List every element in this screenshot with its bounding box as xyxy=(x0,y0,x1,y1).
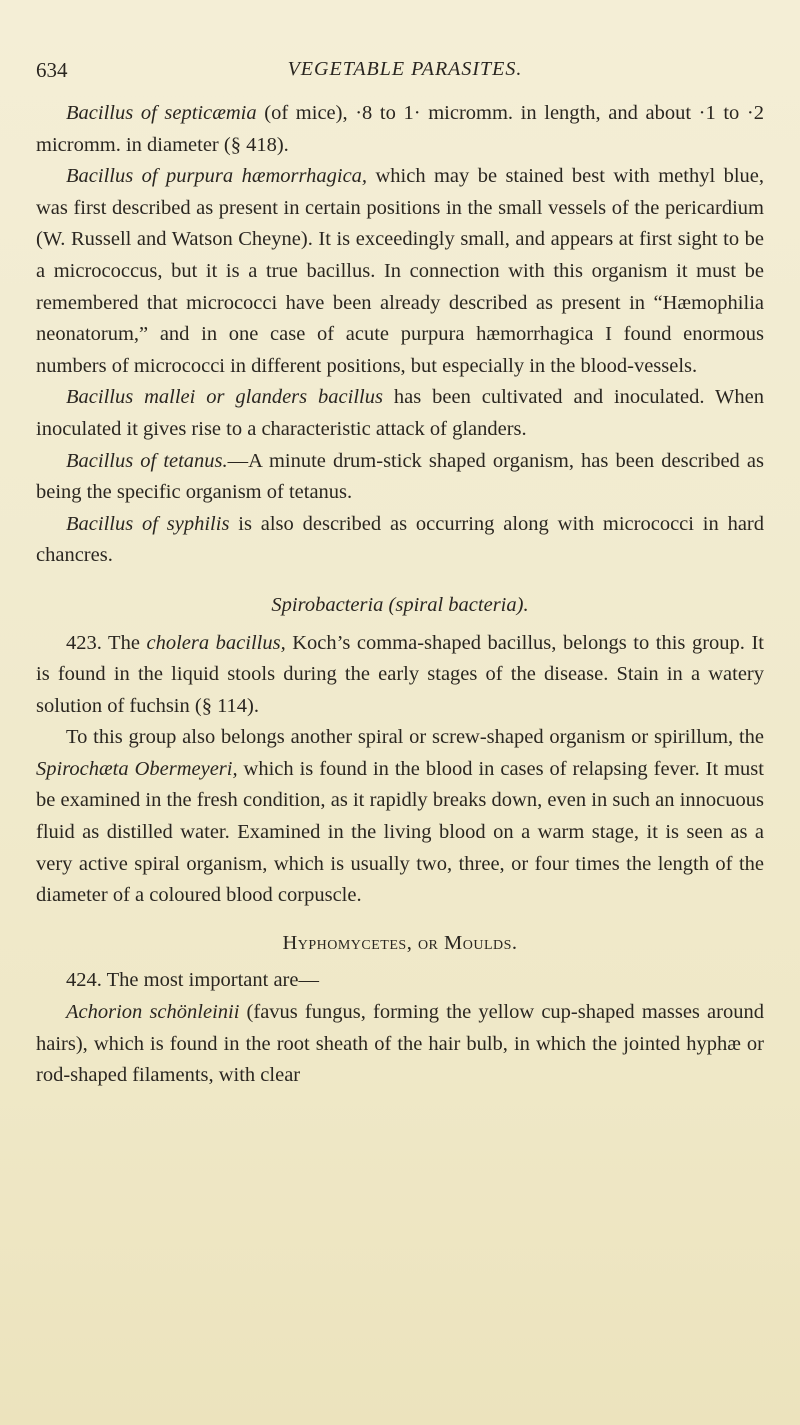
paragraph-lead: Bacillus of tetanus. xyxy=(66,449,228,472)
paragraph-lead: Bacillus of syphilis xyxy=(66,512,230,535)
paragraph-text: —A minute drum-stick shaped organism, has been described as being the specific organism of tetanus. xyxy=(36,449,764,504)
paragraph-number: 423. The xyxy=(66,631,147,654)
paragraph-text: To this group also belongs another spiral or screw-shaped organism or spirillum, the xyxy=(66,726,764,749)
paragraph-lead: Bacillus of septicæmia xyxy=(66,102,257,124)
book-page xyxy=(36,58,764,1092)
paragraph-text: (of mice), ·8 to 1· micromm. in length, and about ·1 to ·2 micromm. in diameter (§ 418). xyxy=(36,102,764,156)
paragraph-lead: Bacillus of purpura hæmorrhagica, xyxy=(66,165,368,188)
paragraph-septicaemia xyxy=(36,98,764,161)
body-text xyxy=(36,98,764,1092)
paragraph-mallei xyxy=(36,382,764,445)
paragraph-text: which is found in the blood in cases of relapsing fever. It must be examined in the fresh condition, as it rapidly breaks down, even in such an innocuous fluid as distilled water. Examined in the living blood on a warm stage, it is seen as a very active spiral organism, which is usually two, three, or four times the length of the diameter of a coloured blood corpuscle. xyxy=(36,757,764,907)
section-heading-hyphomycetes: Hyphomycetes, or Moulds. xyxy=(282,931,518,954)
paragraph-text: is also described as occurring along with micrococci in hard chancres. xyxy=(36,512,764,567)
paragraph-lead: Achorion schönleinii xyxy=(66,1001,240,1024)
paragraph-tetanus xyxy=(36,446,764,509)
page-header xyxy=(36,58,764,98)
paragraph-achorion xyxy=(36,997,764,1092)
paragraph-text: which may be stained best with methyl blue, was first described as present in certain positions in the small vessels of the pericardium (W. Russell and Watson Cheyne). It is exceedingly small, and appears at first sight to be a micrococcus, but it is a true bacillus. In connection with this organism it must be remembered that micrococci have been already described as present in “Hæmophilia neonatorum,” and in one case of acute purpura hæmorrhagica I found enormous numbers of micrococci in different positions, but especially in the blood-vessels. xyxy=(36,165,764,377)
paragraph-lead: cholera bacillus, xyxy=(146,631,286,654)
paragraph-text: (favus fungus, forming the yellow cup-shaped masses around hairs), which is found in the root sheath of the hair bulb, in which the jointed hyphæ or rod-shaped filaments, with clear xyxy=(36,1001,764,1087)
paragraph-purpura xyxy=(36,161,764,382)
paragraph-most-important: 424. The most important are— xyxy=(66,969,319,992)
paragraph-spirochaeta xyxy=(36,722,764,912)
page-number: 634 xyxy=(36,58,68,82)
paragraph-cholera xyxy=(36,628,764,723)
paragraph-lead: Bacillus mallei or glanders bacillus xyxy=(66,386,383,409)
paragraph-syphilis xyxy=(36,509,764,572)
paragraph-lead: Spirochæta Obermeyeri, xyxy=(36,757,238,780)
section-heading-spirobacteria: Spirobacteria (spiral bacteria). xyxy=(271,593,529,616)
paragraph-text: Koch’s comma-shaped bacillus, belongs to this group. It is found in the liquid stools during the early stages of the disease. Stain in a watery solution of fuchsin (§ 114). xyxy=(36,631,764,717)
paragraph-text: has been cultivated and inoculated. When inoculated it gives rise to a characteristic attack of glanders. xyxy=(36,386,764,440)
running-head: VEGETABLE PARASITES. xyxy=(287,58,523,80)
